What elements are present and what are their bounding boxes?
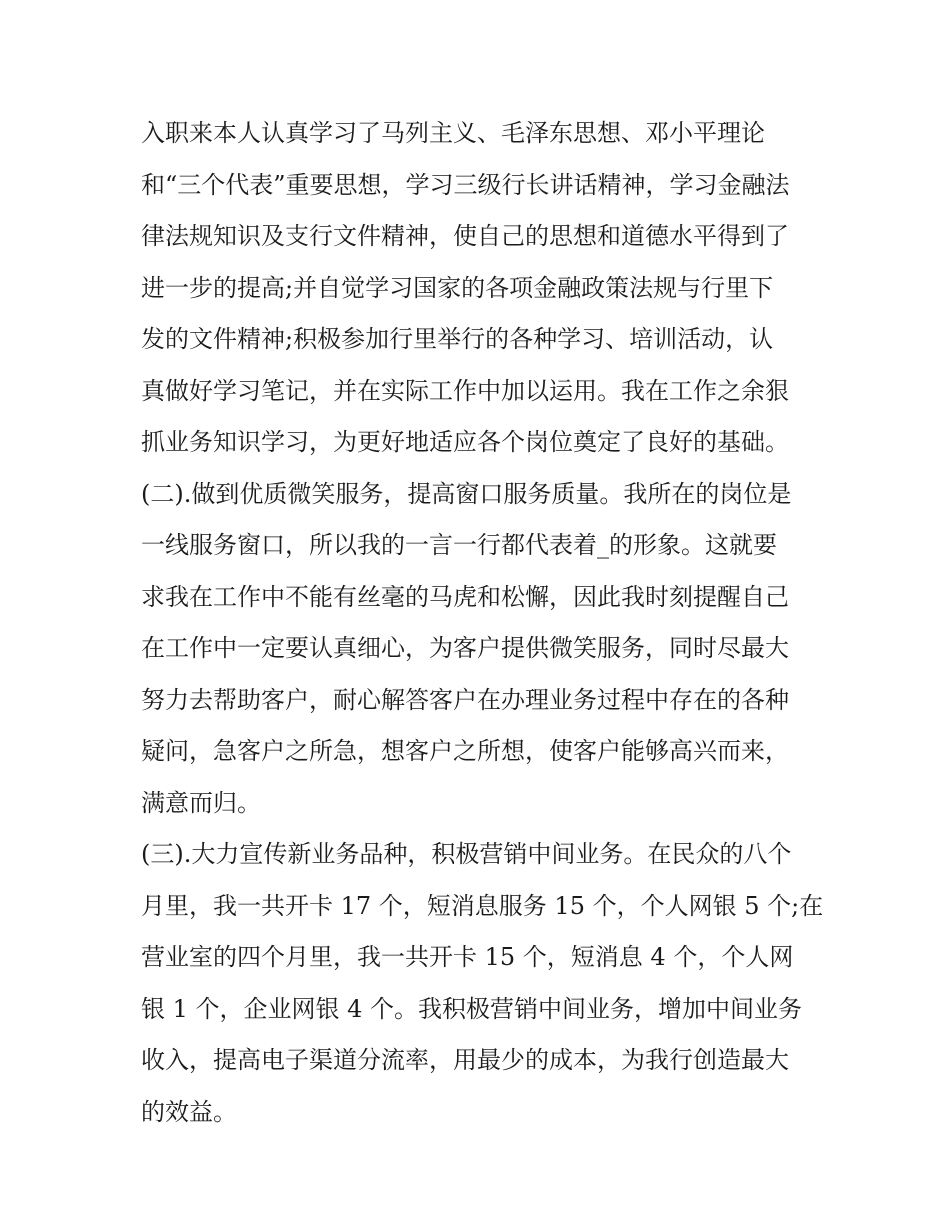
text-line: 求我在工作中不能有丝毫的马虎和松懈，因此我时刻提醒自己	[141, 582, 789, 611]
text-line: 抓业务知识学习，为更好地适应各个岗位奠定了良好的基础。	[141, 428, 789, 456]
text-line: 进一步的提高;并自觉学习国家的各项金融政策法规与行里下	[141, 273, 774, 302]
text-line: 一线服务窗口，所以我的一言一行都代表着_的形象。这就要	[141, 531, 777, 559]
text-line: 满意而归。	[141, 788, 261, 817]
text-line: 律法规知识及支行文件精神，使自己的思想和道德水平得到了	[141, 222, 789, 250]
document-body	[141, 108, 824, 1138]
text-line: (二).做到优质微笑服务，提高窗口服务质量。我所在的岗位是	[141, 479, 792, 508]
text-line: 真做好学习笔记，并在实际工作中加以运用。我在工作之余狠	[141, 376, 789, 405]
text-line: 和“三个代表”重要思想，学习三级行长讲话精神，学习金融法	[141, 170, 790, 199]
text-line: 的效益。	[141, 1097, 237, 1126]
text-line: 努力去帮助客户，耐心解答客户在办理业务过程中存在的各种	[141, 685, 789, 714]
text-line: 收入，提高电子渠道分流率，用最少的成本，为我行创造最大	[141, 1046, 789, 1074]
text-line: 入职来本人认真学习了马列主义、毛泽东思想、邓小平理论	[141, 119, 765, 147]
text-line: 月里，我一共开卡 17 个，短消息服务 15 个，个人网银 5 个;在	[141, 891, 824, 920]
text-line: (三).大力宣传新业务品种，积极营销中间业务。在民众的八个	[141, 840, 792, 868]
text-line: 银 1 个，企业网银 4 个。我积极营销中间业务，增加中间业务	[141, 994, 803, 1023]
text-line: 发的文件精神;积极参加行里举行的各种学习、培训活动，认	[141, 325, 774, 353]
text-line: 在工作中一定要认真细心，为客户提供微笑服务，同时尽最大	[141, 634, 789, 662]
text-line: 营业室的四个月里，我一共开卡 15 个，短消息 4 个，个人网	[141, 943, 794, 971]
text-line: 疑问，急客户之所急，想客户之所想，使客户能够高兴而来，	[141, 737, 789, 765]
